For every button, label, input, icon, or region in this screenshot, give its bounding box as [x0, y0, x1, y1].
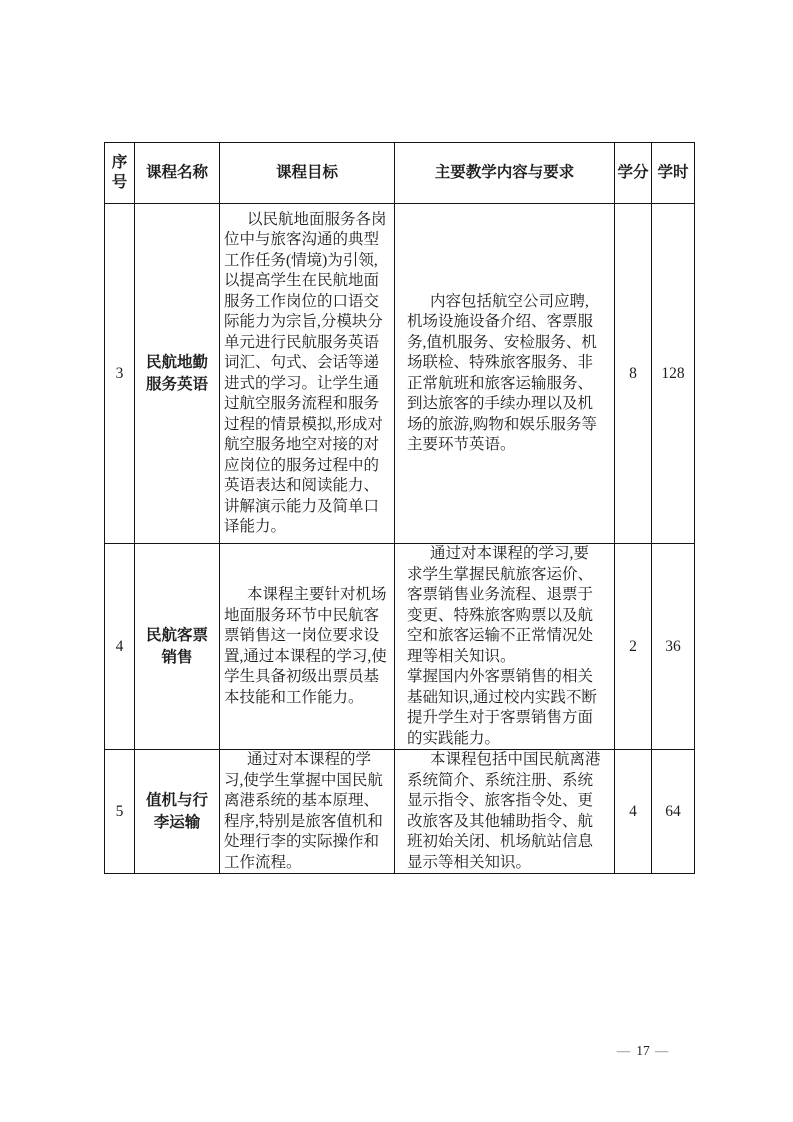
content-paragraph: 本课程包括中国民航离港系统简介、系统注册、系统显示指令、旅客指令处、更改旅客及其他辅助指令、航班初始关闭、机场航站信息显示等相关知识。 [407, 751, 601, 871]
course-name-text: 值机与行李运输 [145, 791, 208, 831]
hours-value: 36 [652, 544, 695, 750]
header-no: 序号 [105, 143, 135, 204]
table-row-course-4 [105, 544, 695, 750]
content-paragraph: 掌握国内外客票销售的相关基础知识,通过校内实践不断提升学生对于客票销售方面的实践能力。 [407, 668, 597, 747]
content-paragraph: 通过对本课程的学习,要求学生掌握民航旅客运价、客票销售业务流程、退票于变更、特殊旅客购票以及航空和旅客运输不正常情况处理等相关知识。 [407, 545, 594, 665]
table-row-course-3 [105, 204, 695, 544]
objective-paragraph: 通过对本课程的学习,使学生掌握中国民航离港系统的基本原理、程序,特别是旅客值机和处理行李的实际操作和工作流程。 [224, 751, 383, 871]
course-name-cell [135, 204, 220, 544]
content-paragraph: 内容包括航空公司应聘,机场设施设备介绍、客票服务,值机服务、安检服务、机场联检、特殊旅客服务、非正常航班和旅客运输服务、到达旅客的手续办理以及机场的旅游,购物和娱乐服务等主要环节英语。 [407, 292, 597, 453]
teaching-content-cell [395, 750, 615, 874]
course-name-cell [135, 544, 220, 750]
teaching-content-cell [395, 204, 615, 544]
course-objective-cell [220, 750, 395, 874]
credits-value: 4 [615, 750, 652, 874]
header-teaching-content: 主要教学内容与要求 [395, 143, 615, 204]
header-course-name: 课程名称 [135, 143, 220, 204]
footer-page-number: 17 [636, 1043, 650, 1058]
hours-value: 128 [652, 204, 695, 544]
header-credits: 学分 [615, 143, 652, 204]
footer-dash-right: — [654, 1043, 670, 1058]
course-name-cell [135, 750, 220, 874]
credits-value: 2 [615, 544, 652, 750]
header-course-objective: 课程目标 [220, 143, 395, 204]
row-number: 3 [105, 204, 135, 544]
course-objective-cell [220, 204, 395, 544]
page-footer [588, 1042, 698, 1060]
table-row-course-5 [105, 750, 695, 874]
credits-value: 8 [615, 204, 652, 544]
course-name-text: 民航地勤服务英语 [145, 353, 208, 393]
course-table [104, 142, 695, 874]
objective-paragraph: 本课程主要针对机场地面服务环节中民航客票销售这一岗位要求设置,通过本课程的学习,使学生具备初级出票员基本技能和工作能力。 [224, 586, 387, 706]
header-hours: 学时 [652, 143, 695, 204]
footer-dash-left: — [616, 1043, 632, 1058]
row-number: 4 [105, 544, 135, 750]
course-name-text: 民航客票销售 [145, 626, 208, 666]
table-header-row [105, 143, 695, 204]
course-objective-cell [220, 544, 395, 750]
teaching-content-cell [395, 544, 615, 750]
row-number: 5 [105, 750, 135, 874]
objective-paragraph: 以民航地面服务各岗位中与旅客沟通的典型工作任务(情境)为引领,以提高学生在民航地面服务工作岗位的口语交际能力为宗旨,分模块分单元进行民航服务英语词汇、句式、会话等递进式的学习。让学生通过航空服务流程和服务过程的情景模拟,形成对航空服务地空对接的对应岗位的服务过程中的英语表达和阅读能力、讲解演示能力及简单口译能力。 [224, 210, 387, 535]
hours-value: 64 [652, 750, 695, 874]
